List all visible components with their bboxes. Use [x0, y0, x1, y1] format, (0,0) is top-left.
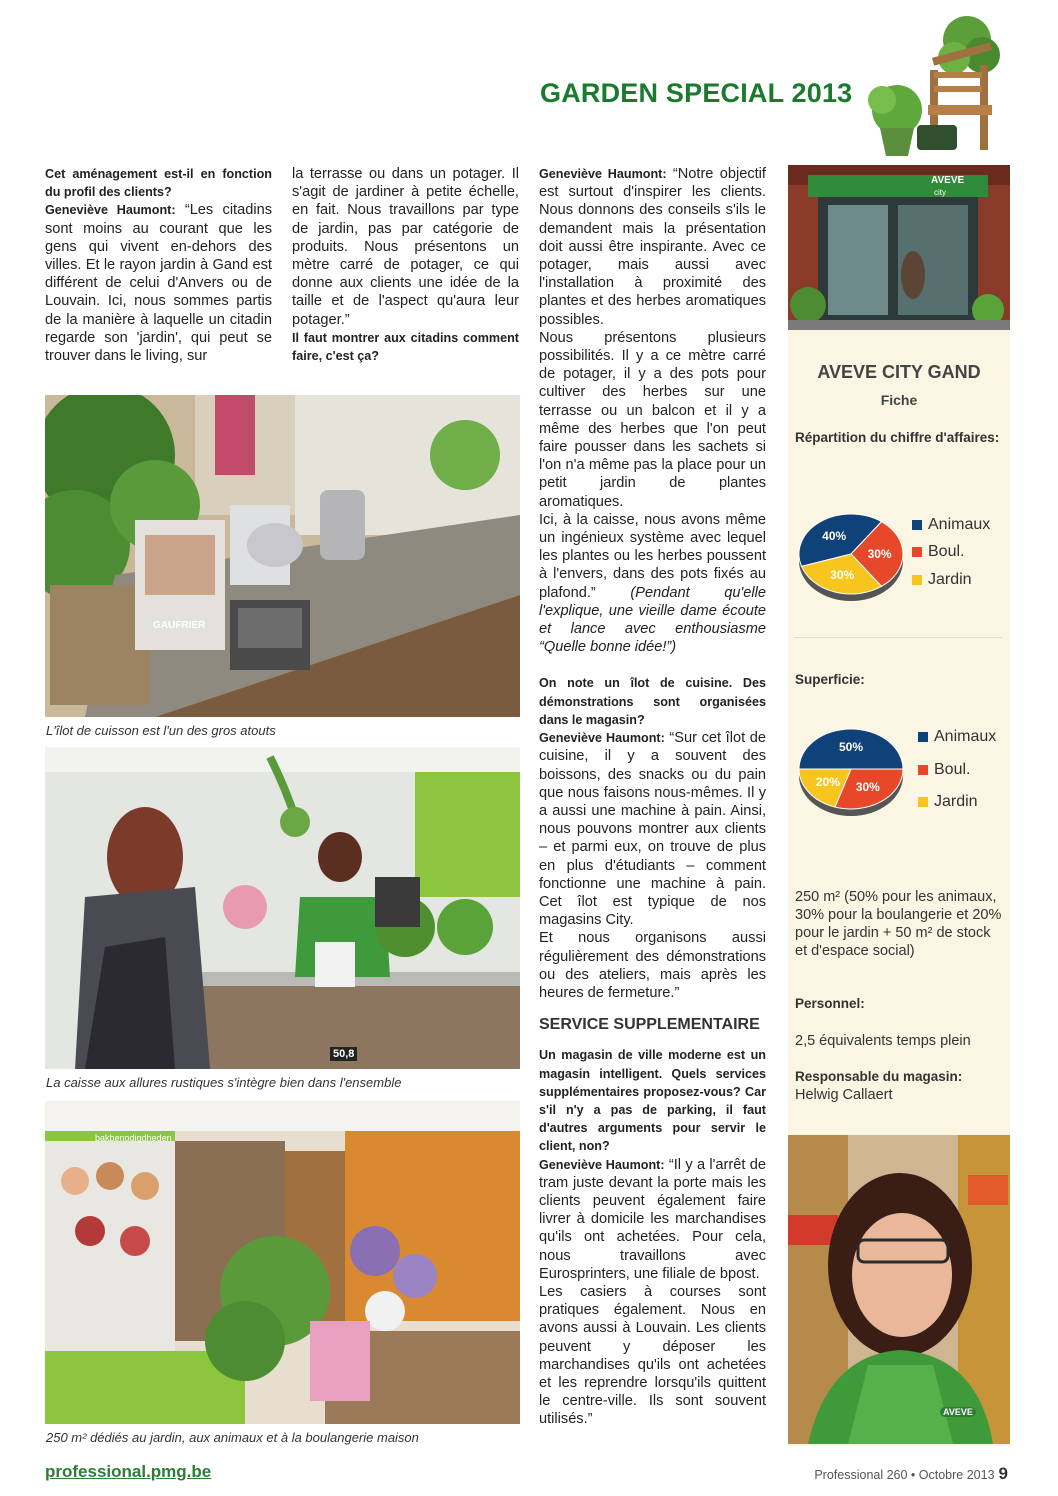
manager-label: Responsable du magasin:	[795, 1069, 963, 1084]
pie-data-label: 30%	[867, 547, 892, 561]
fact-sheet-subtitle: Fiche	[880, 392, 918, 408]
shelf-sign: bakbenodigdheden	[95, 1133, 172, 1143]
manager-name: Helwig Callaert	[795, 1087, 893, 1103]
surface-pie-chart	[796, 723, 916, 823]
pie-data-label: 40%	[822, 529, 847, 544]
answer-paragraph: Les casiers à courses sont pratiques également. Nous en avons aussi à Louvain. Les clients peuvent y déposer les marchandises qu'ils ont achetées et les reprendre lorsqu'ils quittent le centre-ville. Ils sont souvent utilisés.”	[539, 1283, 766, 1428]
speaker-name: Geneviève Haumont:	[539, 167, 667, 181]
pie-data-label: 20%	[815, 774, 840, 789]
storefront-photo	[788, 165, 1010, 330]
speaker-name: Geneviève Haumont:	[539, 731, 665, 746]
answer-paragraph: “Il y a l'arrêt de tram juste devant la porte mais les clients peuvent également faire livrer à domicile les marchandises qu'ils ont achetées. Pour cela, nous travaillons avec Eurosprinters, une filiale de bpost.	[539, 1156, 766, 1282]
answer-continued: la terrasse ou dans un potager. Il s'agit de jardiner à petite échelle, en fait. Nous travaillons par type de jardin, pas par catégorie de produits. Nous présentons un mètre carré de potager, ce qui donne aux clients une idée de la taille et de l'aspect qu'aura leur potager.”	[292, 166, 519, 328]
page-title: GARDEN SPECIAL 2013	[540, 78, 853, 108]
caption-store: 250 m² dédiés au jardin, aux animaux et à la boulangerie maison	[46, 1430, 419, 1445]
machine-label: GAUFRIER	[153, 620, 206, 631]
staff-label: Personnel:	[795, 996, 865, 1011]
question-1: Cet aménagement est-il en fonction du profil des clients?	[45, 167, 272, 200]
answer-paragraph: Et nous organisons aussi régulièrement des démonstrations ou des ateliers, mais après les heures de fermeture.”	[539, 930, 766, 1001]
pie-data-label: 50%	[838, 740, 864, 754]
legend-item-boul: Boul.	[918, 761, 970, 779]
garden-chair-plant-illustration	[862, 10, 1012, 160]
speaker-name: Geneviève Haumont:	[45, 203, 176, 218]
kitchen-island-photo	[45, 395, 520, 717]
answer-text: “Les citadins sont moins au courant que les gens qui vivent en-dehors des villes. Et le rayon jardin à Gand est différent de celui d'Anvers ou de Louvain. Ici, nous sommes partis de la manière à laquelle un citadin regarde son 'jardin', qui peut se trouver dans le living, sur	[45, 202, 273, 365]
legend-item-animaux: Animaux	[912, 516, 990, 534]
divider	[794, 637, 1002, 638]
answer-paragraph: “Notre objectif est surtout d'inspirer les clients. Nous donnons des conseils s'ils le demandent mais la présentation doit aussi être inspirante. Avec ce potager, mais aussi avec l'installation à proximité des plantes et des herbes aromatiques possibles.	[539, 166, 766, 328]
italic-aside: (Pendant qu'elle l'explique, une vieille dame écoute et lance avec enthousiasme “Quelle bonne idée!”)	[539, 584, 766, 656]
answer-paragraph: Nous présentons plusieurs possibilités. Il y a ce mètre carré de potager, il y a des pots pour cultiver des herbes sur une terrasse ou un balcon et il y a même des herbes que l'on peut faire pousser dans les sachets si l'on n'a même pas la place pour un petit jardin de plantes aromatiques.	[539, 329, 766, 510]
price-tag: 50,8	[330, 1047, 357, 1061]
fact-sheet-title: AVEVE CITY GAND	[817, 362, 981, 382]
answer-paragraph: “Sur cet îlot de cuisine, il y a souvent des boissons, des snacks ou du pain que nous faisons nous-mêmes. Il y a aussi une machine à pain. Ainsi, nous pouvons montrer aux clients – et parmi eux, on trouve de plus en plus d'étudiants – comment fonctionne une machine à pain. Cet îlot est typique de nos magasins City.	[539, 730, 766, 929]
revenue-pie-chart	[796, 508, 916, 604]
caption-checkout: La caisse aux allures rustiques s'intègre bien dans l'ensemble	[46, 1075, 402, 1090]
checkout-photo	[45, 747, 520, 1069]
page-number: 9	[998, 1464, 1008, 1483]
answer-paragraph: Ici, à la caisse, nous avons même un ingénieux système avec lequel les plantes ou les herbes poussent à l'envers, dans des pots fixés au plafond.”	[539, 511, 766, 601]
caption-kitchen: L'îlot de cuisson est l'un des gros atouts	[46, 723, 276, 738]
question-2: Il faut montrer aux citadins comment faire, c'est ça?	[292, 330, 519, 364]
legend-item-jardin: Jardin	[912, 571, 972, 589]
legend-item-animaux: Animaux	[918, 728, 996, 746]
question-3: On note un îlot de cuisine. Des démonstrations sont organisées dans le magasin?	[539, 676, 766, 727]
footer-issue: Professional 260 • Octobre 2013 9	[814, 1464, 1008, 1483]
store-sign: AVEVE	[928, 175, 967, 186]
shirt-badge: AVEVE	[940, 1407, 976, 1417]
surface-label: Superficie:	[795, 672, 865, 687]
staff-value: 2,5 équivalents temps plein	[795, 1033, 971, 1049]
section-heading: SERVICE SUPPLEMENTAIRE	[539, 1016, 760, 1034]
revenue-label: Répartition du chiffre d'affaires:	[795, 430, 1000, 445]
pie-data-label: 30%	[855, 779, 880, 794]
pie-data-label: 30%	[830, 567, 855, 582]
speaker-name: Geneviève Haumont:	[539, 1157, 665, 1172]
legend-item-boul: Boul.	[912, 543, 964, 561]
surface-description: 250 m² (50% pour les animaux, 30% pour la boulangerie et 20% pour le jardin + 50 m² de stock et d'espace social)	[795, 889, 1002, 959]
question-4: Un magasin de ville moderne est un magasin intelligent. Quels services supplémentaires proposez-vous? Car s'il n'y a pas de parking, il faut d'autres arguments pour servir le client, non?	[539, 1048, 766, 1154]
store-sign-sub: city	[934, 188, 946, 197]
manager-portrait-photo	[788, 1135, 1010, 1444]
store-interior-photo	[45, 1101, 520, 1424]
footer-website-link[interactable]: professional.pmg.be	[45, 1462, 212, 1481]
legend-item-jardin: Jardin	[918, 793, 978, 811]
